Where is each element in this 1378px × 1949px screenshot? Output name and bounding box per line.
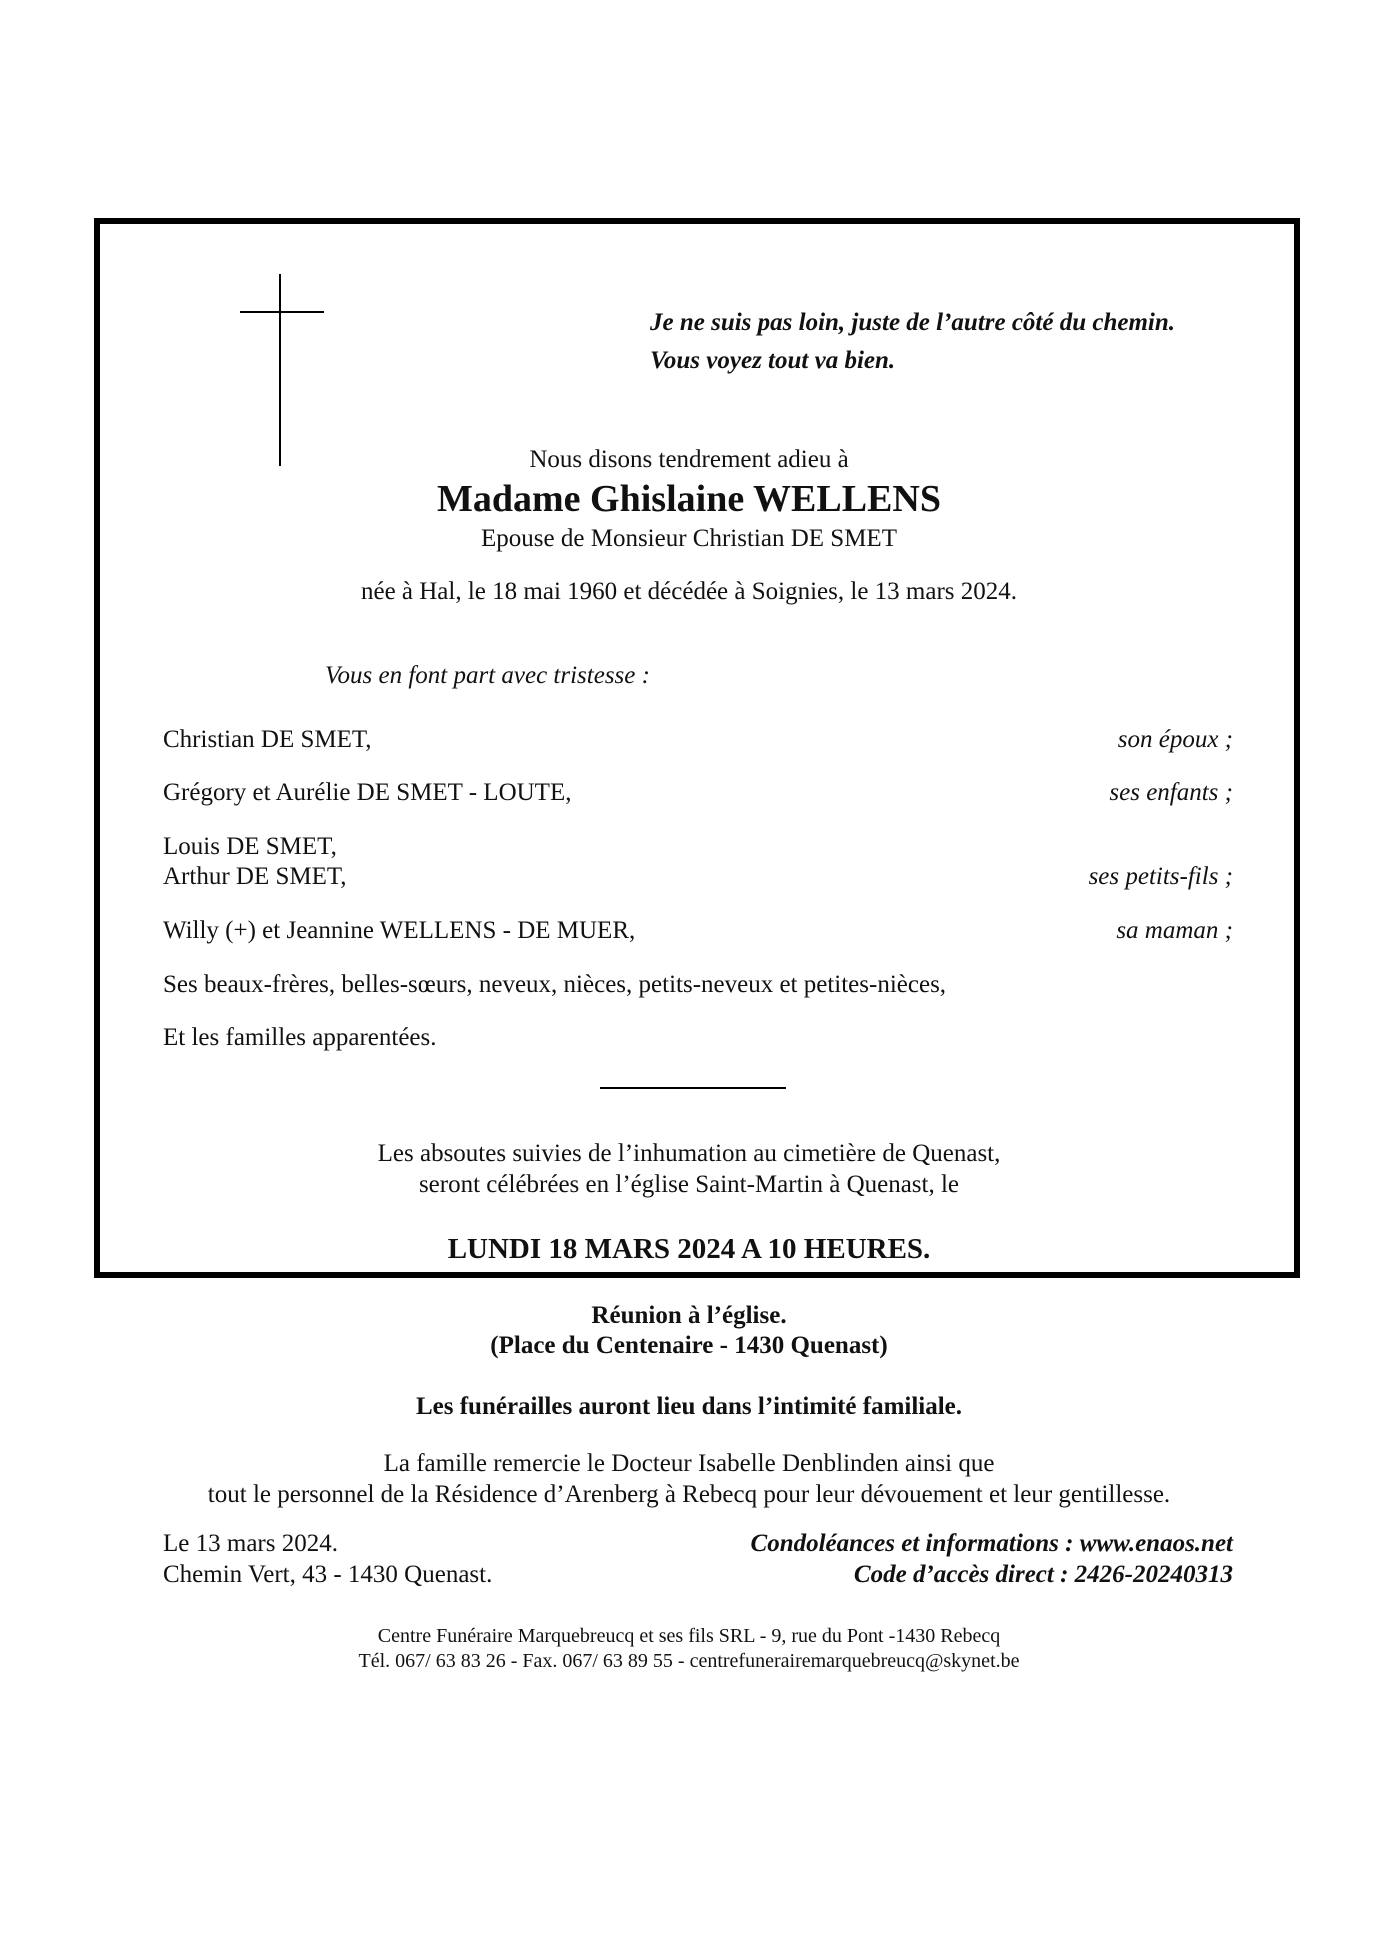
cross-icon	[279, 274, 281, 466]
quote-line-1: Je ne suis pas loin, juste de l’autre côté du chemin.	[650, 309, 1176, 336]
epigraph-quote	[650, 304, 1175, 380]
family-member-relation: son époux ;	[1117, 726, 1233, 753]
quote-line-2: Vous voyez tout va bien.	[650, 347, 896, 374]
ceremony-date: LUNDI 18 MARS 2024 A 10 HEURES.	[447, 1233, 931, 1265]
separator-line	[600, 1087, 786, 1089]
announcers-intro: Vous en font part avec tristesse :	[325, 662, 650, 689]
access-code: Code d’accès direct : 2426-20240313	[853, 1561, 1233, 1588]
family-member-relation: ses enfants ;	[1109, 779, 1233, 806]
footer-line-2: Tél. 067/ 63 83 26 - Fax. 067/ 63 89 55 - centrefunerairemarquebreucq@skynet.be	[358, 1650, 1020, 1672]
family-member-names: Willy (+) et Jeannine WELLENS - DE MUER,	[163, 917, 636, 944]
family-member-names: Et les familles apparentées.	[163, 1024, 437, 1051]
meeting-place: Réunion à l’église.	[591, 1302, 787, 1329]
family-member-relation: ses petits-fils ;	[1088, 863, 1233, 890]
cross-icon-bar	[240, 311, 324, 313]
condolences-website: Condoléances et informations : www.enaos.net	[750, 1530, 1233, 1557]
family-member-names: Arthur DE SMET,	[163, 863, 347, 890]
ceremony-line-2: seront célébrées en l’église Saint-Martin à Quenast, le	[418, 1171, 960, 1198]
family-member-names: Christian DE SMET,	[163, 726, 372, 753]
intimacy-note: Les funérailles auront lieu dans l’intimité familiale.	[415, 1393, 963, 1420]
family-member-names: Ses beaux-frères, belles-sœurs, neveux, nièces, petits-neveux et petites-nièces,	[163, 971, 947, 998]
footer-line-1: Centre Funéraire Marquebreucq et ses fils SRL - 9, rue du Pont -1430 Rebecq	[377, 1625, 1001, 1647]
deceased-name: Madame Ghislaine WELLENS	[437, 478, 941, 520]
family-member-names: Louis DE SMET,	[163, 833, 337, 860]
closing-date: Le 13 mars 2024.	[163, 1530, 338, 1557]
meeting-address: (Place du Centenaire - 1430 Quenast)	[490, 1332, 888, 1359]
thanks-line-1: La famille remercie le Docteur Isabelle Denblinden ainsi que	[383, 1450, 995, 1477]
family-member-names: Grégory et Aurélie DE SMET - LOUTE,	[163, 779, 572, 806]
intro-text: Nous disons tendrement adieu à	[529, 446, 849, 473]
spouse-line: Epouse de Monsieur Christian DE SMET	[481, 525, 897, 552]
ceremony-line-1: Les absoutes suivies de l’inhumation au cimetière de Quenast,	[377, 1140, 1001, 1167]
family-member-relation: sa maman ;	[1116, 917, 1233, 944]
closing-address: Chemin Vert, 43 - 1430 Quenast.	[163, 1561, 493, 1588]
birth-death-dates: née à Hal, le 18 mai 1960 et décédée à Soignies, le 13 mars 2024.	[360, 578, 1018, 605]
thanks-line-2: tout le personnel de la Résidence d’Arenberg à Rebecq pour leur dévouement et leur gentillesse.	[207, 1481, 1171, 1508]
